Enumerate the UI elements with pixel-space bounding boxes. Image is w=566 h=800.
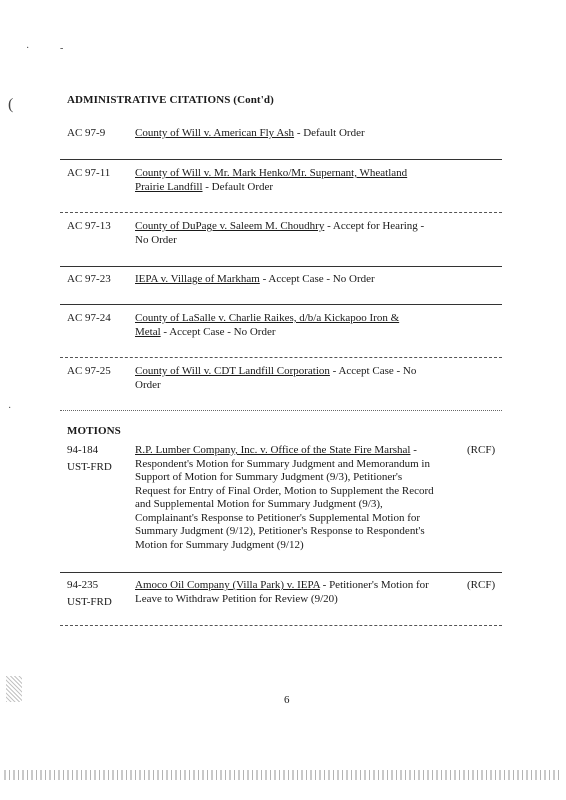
scan-mark: ( [8, 96, 14, 113]
case-number: AC 97-24 [67, 312, 111, 324]
board-member-tag: (RCF) [467, 579, 496, 591]
section-heading-motions: MOTIONS [67, 425, 121, 437]
motion-text: - Respondent's Motion for Summary Judgment and Memorandum in Support of Motion for Summary Judgment (9/3), Petitioner's Request for Entry of Final Order, Motion to Supplement the Record and Supplemental Motion for Summary Judgment (9/3), Complainant's Response to Petitioner's Supplemental Motion for Summary Judgment (9/12), Petitioner's Response to Respondent's Motion for Summary Judgment (9/12) [135, 444, 434, 551]
case-caption: Amoco Oil Company (Villa Park) v. IEPA [135, 579, 320, 591]
case-disposition: - Accept Case - No Order [135, 365, 417, 391]
docket-numbers [67, 444, 133, 474]
scan-mark: · [26, 43, 30, 54]
case-description [135, 167, 425, 194]
case-disposition: - Accept for Hearing - No Order [135, 220, 425, 246]
case-caption: County of DuPage v. Saleem M. Choudhry [135, 220, 325, 232]
divider [60, 266, 502, 267]
case-disposition: - Default Order [202, 180, 274, 193]
case-disposition: - Accept Case - No Order [160, 325, 276, 338]
case-caption: County of Will v. American Fly Ash [135, 127, 295, 139]
docket-numbers [67, 579, 133, 609]
case-disposition: - Accept Case - No Order [259, 273, 375, 285]
case-caption: R.P. Lumber Company, Inc. v. Office of the State Fire Marshal [135, 444, 411, 456]
scan-noise-strip [4, 770, 560, 780]
board-member-tag: (RCF) [467, 444, 496, 456]
page-number: 6 [284, 694, 290, 706]
scan-mark: - [60, 43, 64, 54]
case-number: AC 97-25 [67, 365, 111, 377]
case-disposition: - Default Order [294, 127, 365, 139]
case-caption: County of Will v. CDT Landfill Corporation [135, 365, 330, 377]
case-caption: County of LaSalle v. Charlie Raikes, d/b/a Kickapoo Iron & Metal [135, 312, 400, 338]
case-description [135, 312, 420, 339]
case-type: UST-FRD [67, 595, 112, 608]
divider [60, 212, 502, 213]
case-description [135, 444, 435, 552]
case-description [135, 220, 435, 247]
case-number: AC 97-23 [67, 273, 111, 285]
divider [60, 304, 502, 305]
case-number: 94-184 [67, 444, 99, 456]
divider [60, 572, 502, 573]
case-number: AC 97-9 [67, 127, 106, 139]
scan-noise [6, 676, 22, 702]
divider [60, 625, 502, 626]
case-number: AC 97-11 [67, 167, 111, 179]
case-description [135, 127, 435, 141]
case-caption: County of Will v. Mr. Mark Henko/Mr. Supernant, Wheatland Prairie Landfill [135, 167, 408, 193]
divider [60, 357, 502, 358]
case-number: AC 97-13 [67, 220, 111, 232]
divider [60, 410, 502, 411]
case-description [135, 365, 435, 392]
motion-text: - Petitioner's Motion for Leave to Withdraw Petition for Review (9/20) [135, 579, 429, 605]
case-number: 94-235 [67, 579, 99, 591]
section-heading-administrative-citations: ADMINISTRATIVE CITATIONS (Cont'd) [67, 94, 274, 106]
case-description [135, 273, 435, 287]
case-description [135, 579, 435, 606]
case-caption: IEPA v. Village of Markham [135, 273, 260, 285]
scan-mark: · [8, 403, 12, 414]
divider [60, 159, 502, 160]
case-type: UST-FRD [67, 460, 112, 473]
